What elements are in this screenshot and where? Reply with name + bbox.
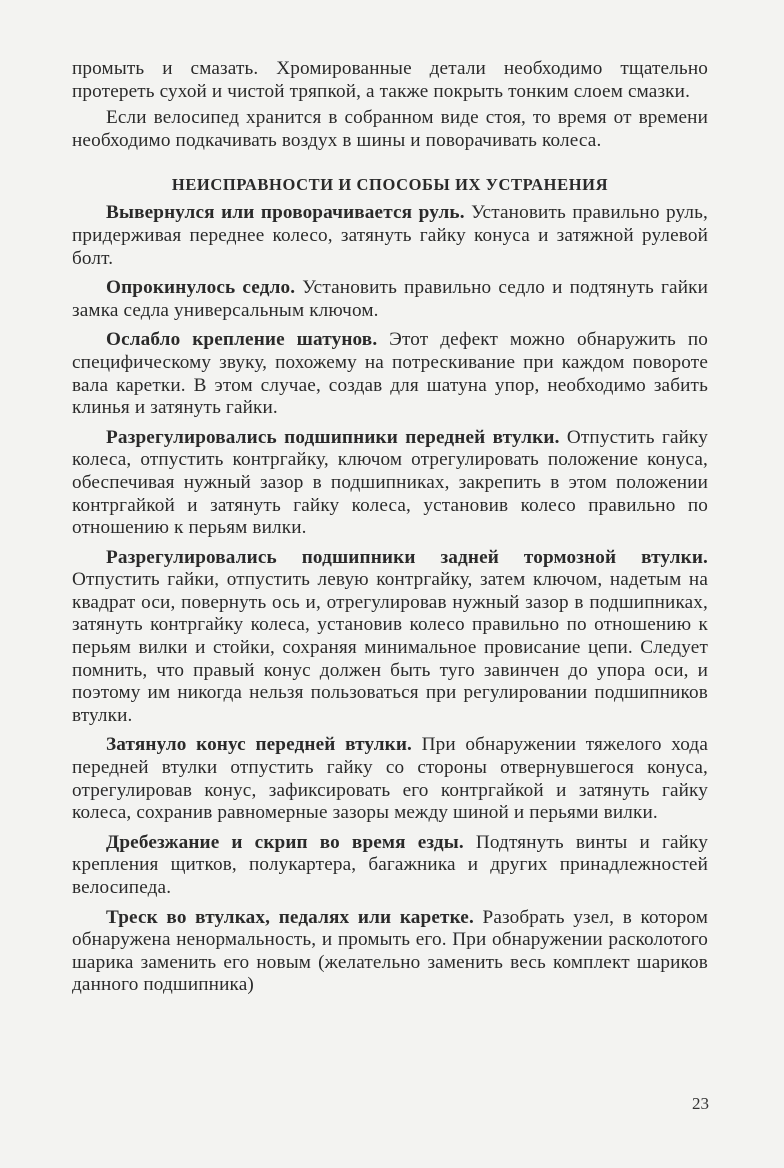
troubleshooting-entry-rear-hub-bearings [72,547,708,728]
troubleshooting-entry-rattle [72,832,708,900]
entry-heading: Вывернулся или проворачивается руль. [106,202,465,224]
troubleshooting-entry-front-hub-bearings [72,427,708,540]
entry-heading: Треск во втулках, педалях или каретке. [106,906,474,928]
entry-heading: Затянуло конус передней втулки. [106,734,412,756]
entry-text: Подтянуть винты и гайку крепления щитков, полукартера, багажника и других принадлежностей велосипеда. [72,831,708,898]
entry-text: Установить правильно руль, придерживая переднее колесо, затянуть гайку конуса и затяжной рулевой болт. [72,202,708,269]
book-page [72,58,708,1004]
troubleshooting-entry-saddle [72,277,708,322]
entry-text: Отпустить гайки, отпустить левую контргайку, затем ключом, надетым на квадрат оси, повернуть ось и, отрегулировав нужный зазор в подшипниках, затянуть контргайку колеса, установив колесо правильно по отношению к перьям вилки и стойки, сохраняя минимальное провисание цепи. Следует помнить, что правый конус должен быть туго завинчен до упора оси, и поэтому им никогда нельзя пользоваться при регулировании подшипников втулки. [72,569,708,726]
entry-text: При обнаружении тяжелого хода передней втулки отпустить гайку со стороны отвернувшегося конуса, отрегулировав конус, зафиксировать его контргайкой и затянуть гайку колеса, сохранив равномерные зазоры между шиной и перьями вилки. [72,734,708,824]
troubleshooting-entry-crackle [72,907,708,997]
page-number: 23 [692,1094,709,1113]
intro-paragraph-storage: Если велосипед хранится в собранном виде стоя, то время от времени необходимо подкачивать воздух в шины и поворачивать колеса. [72,107,708,151]
entry-text: Этот дефект можно обнаружить по специфическому звуку, похожему на потрескивание при каждом повороте вала каретки. В этом случае, создав для шатуна упор, необходимо забить клинья и затянуть гайки. [72,329,708,419]
troubleshooting-entry-front-hub-cone [72,734,708,824]
intro-paragraph-continued: промыть и смазать. Хромированные детали необходимо тщательно протереть сухой и чистой тряпкой, а также покрыть тонким слоем смазки. [72,58,708,102]
entry-heading: Дребезжание и скрип во время езды. [106,831,464,853]
section-title: НЕИСПРАВНОСТИ И СПОСОБЫ ИХ УСТРАНЕНИЯ [171,175,609,195]
entry-heading: Разрегулировались подшипники задней тормозной втулки. [106,546,708,568]
entry-text: Отпустить гайку колеса, отпустить контргайку, ключом отрегулировать положение конуса, обеспечивая нужный зазор в подшипниках, закрепить в этом положении контргайкой и затянуть гайку колеса, установив колесо правильно по отношению к перьям вилки. [72,426,708,539]
troubleshooting-entry-cranks [72,329,708,419]
entry-heading: Ослабло крепление шатунов. [106,329,378,351]
entry-text: Разобрать узел, в котором обнаружена ненормальность, и промыть его. При обнаружении расколотого шарика заменить его новым (желательно заменить весь комплект шариков данного подшипника) [72,906,708,996]
entry-text: Установить правильно седло и подтянуть гайки замка седла универсальным ключом. [72,277,708,321]
troubleshooting-entry-handlebar [72,202,708,270]
entry-heading: Опрокинулось седло. [106,277,296,299]
entry-heading: Разрегулировались подшипники передней втулки. [106,426,560,448]
